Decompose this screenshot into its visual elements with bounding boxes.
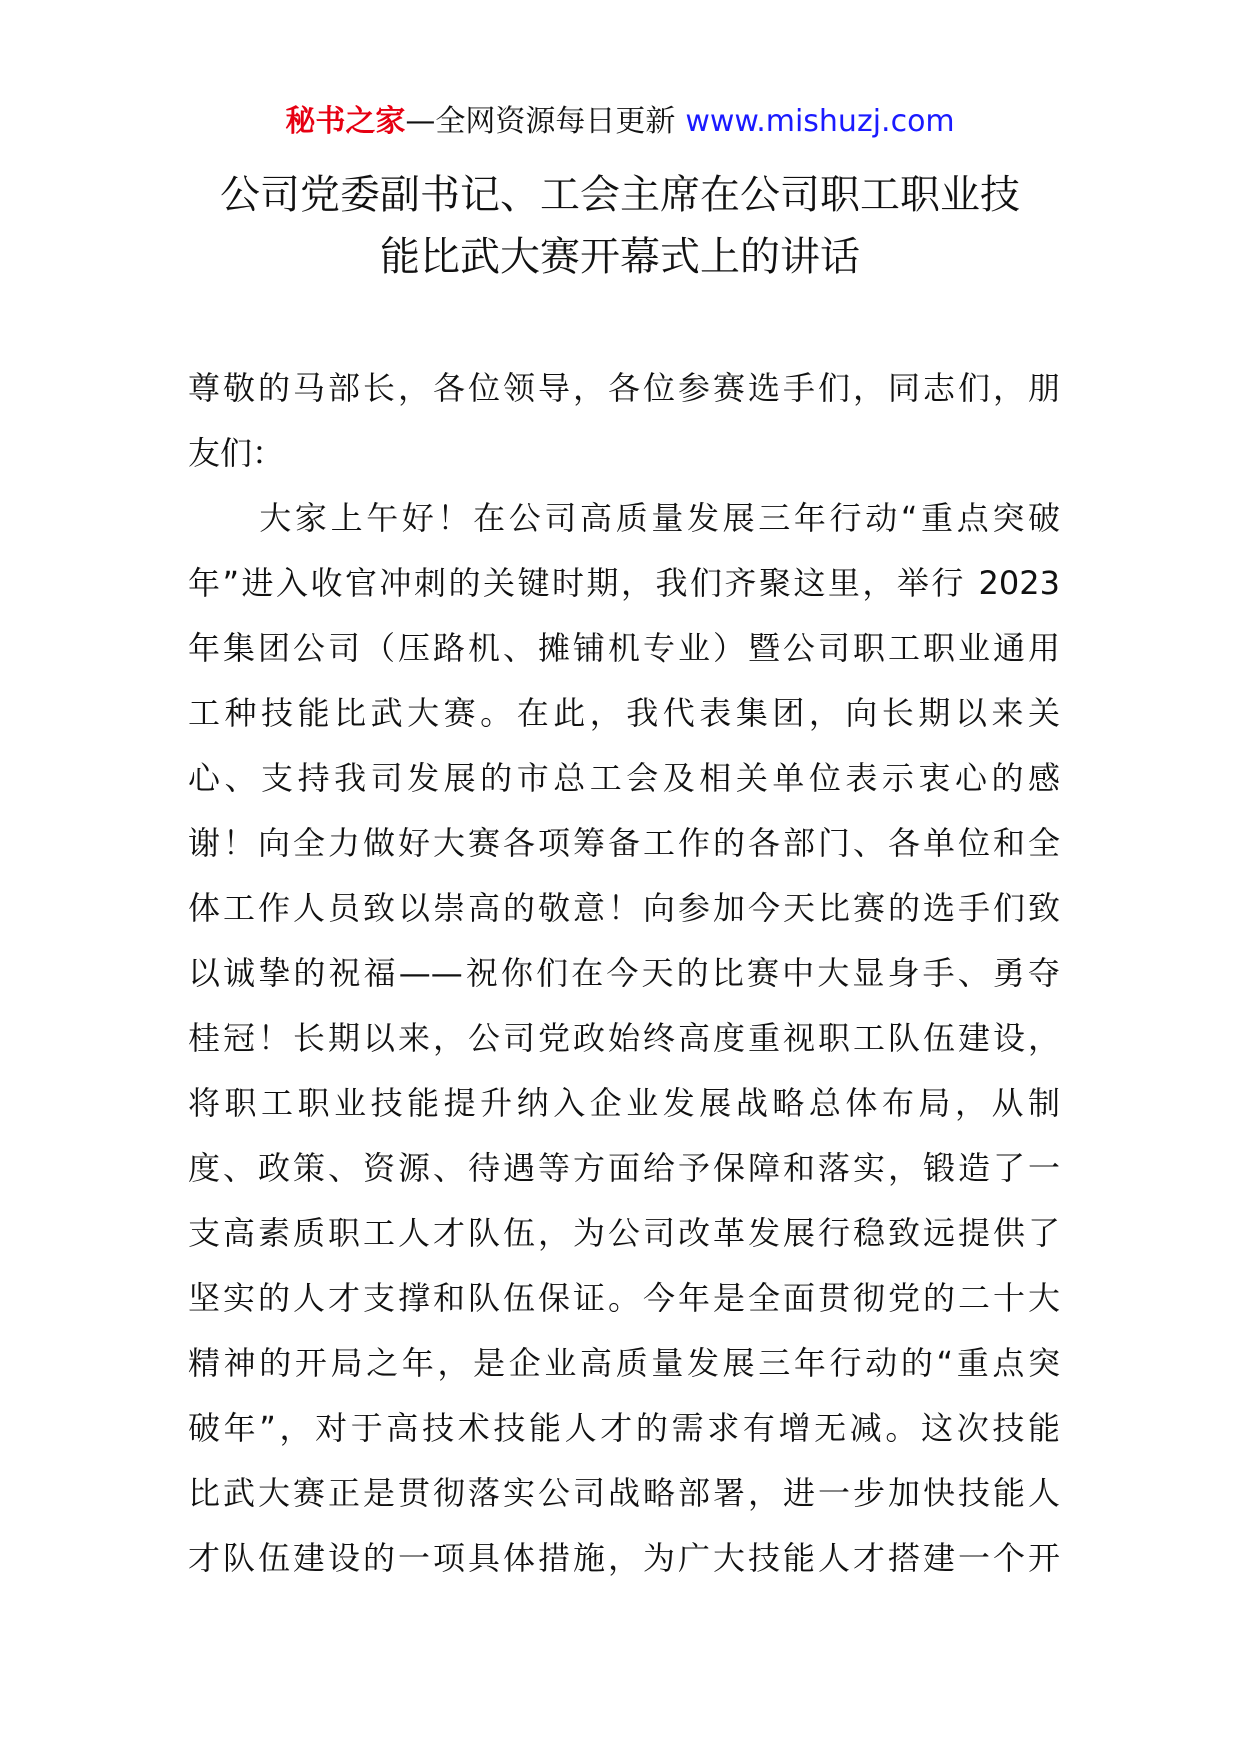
- header-separator: —: [405, 104, 436, 139]
- site-brand: 秘书之家: [285, 104, 406, 139]
- body-line: 精神的开局之年，是企业高质量发展三年行动的“重点突: [188, 1344, 1060, 1382]
- body-line: 工种技能比武大赛。在此，我代表集团，向长期以来关: [188, 694, 1060, 732]
- body-line: 友们：: [188, 434, 285, 472]
- body-line: 以诚挚的祝福——祝你们在今天的比赛中大显身手、勇夺: [188, 954, 1060, 992]
- body-line: 坚实的人才支撑和队伍保证。今年是全面贯彻党的二十大: [188, 1279, 1060, 1317]
- body-line: 年集团公司（压路机、摊铺机专业）暨公司职工职业通用: [188, 629, 1060, 667]
- body-line: 比武大赛正是贯彻落实公司战略部署，进一步加快技能人: [188, 1474, 1060, 1512]
- body-line: 大家上午好！在公司高质量发展三年行动“重点突破: [188, 499, 1060, 537]
- document-title: [0, 164, 1240, 288]
- body-line: 度、政策、资源、待遇等方面给予保障和落实，锻造了一: [188, 1149, 1060, 1187]
- body-line: 将职工职业技能提升纳入企业发展战略总体布局，从制: [188, 1084, 1060, 1122]
- title-line-2: 能比武大赛开幕式上的讲话: [380, 234, 860, 280]
- body-line: 破年”，对于高技术技能人才的需求有增无减。这次技能: [188, 1409, 1060, 1447]
- site-tagline: 全网资源每日更新: [435, 104, 676, 139]
- title-line-1: 公司党委副书记、工会主席在公司职工职业技: [220, 172, 1020, 218]
- body-line: 尊敬的马部长，各位领导，各位参赛选手们，同志们，朋: [188, 369, 1060, 407]
- site-url-link[interactable]: www.mishuzj.com: [685, 104, 955, 139]
- body-line: 年”进入收官冲刺的关键时期，我们齐聚这里，举行 2023: [188, 564, 1060, 602]
- body-line: 才队伍建设的一项具体措施，为广大技能人才搭建一个开: [188, 1539, 1060, 1577]
- site-header: [0, 100, 1240, 144]
- body-line: 心、支持我司发展的市总工会及相关单位表示衷心的感: [188, 759, 1060, 797]
- body-line: 谢！向全力做好大赛各项筹备工作的各部门、各单位和全: [188, 824, 1060, 862]
- body-line: 支高素质职工人才队伍，为公司改革发展行稳致远提供了: [188, 1214, 1060, 1252]
- body-line: 体工作人员致以崇高的敬意！向参加今天比赛的选手们致: [188, 889, 1060, 927]
- body-line: 桂冠！长期以来，公司党政始终高度重视职工队伍建设，: [188, 1019, 1060, 1057]
- document-body: [188, 356, 1060, 1591]
